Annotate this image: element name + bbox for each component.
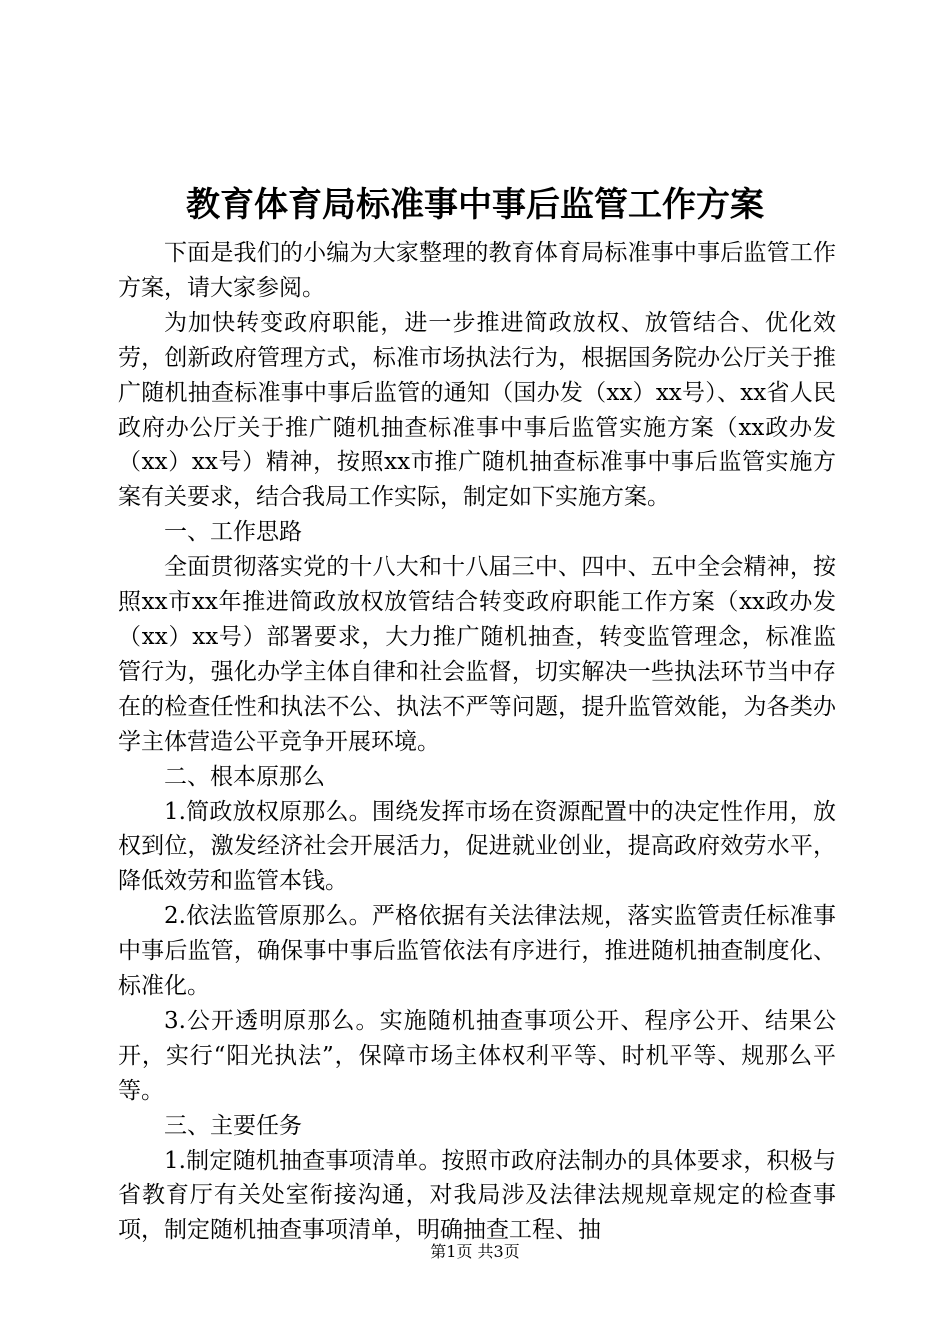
section-heading-work-idea: 一、工作思路	[164, 519, 302, 546]
paragraph-principle-1: 1.简政放权原那么。围绕发挥市场在资源配置中的决定性作用，放权到位，激发经济社会开展活力，促进就业创业，提高政府效劳水平，降低效劳和监管本钱。	[118, 798, 836, 895]
section-heading-principles: 二、根本原那么	[164, 763, 325, 790]
document-body	[118, 236, 836, 1248]
paragraph-task-1: 1.制定随机抽查事项清单。按照市政府法制办的具体要求，积极与省教育厅有关处室衔接沟通，对我局涉及法律法规规章规定的检查事项，制定随机抽查事项清单，明确抽查工程、抽	[118, 1147, 836, 1244]
document-title: 教育体育局标准事中事后监管工作方案	[186, 185, 764, 225]
page-footer: 第1页 共3页	[430, 1242, 520, 1261]
paragraph-principle-3: 3.公开透明原那么。实施随机抽查事项公开、程序公开、结果公开，实行“阳光执法”，保障市场主体权利平等、时机平等、规那么平等。	[118, 1007, 836, 1104]
section-heading-main-tasks: 三、主要任务	[164, 1112, 302, 1139]
paragraph-purpose: 为加快转变政府职能，进一步推进简政放权、放管结合、优化效劳，创新政府管理方式，标准市场执法行为，根据国务院办公厅关于推广随机抽查标准事中事后监管的通知（国办发（xx）xx号）、xx省人民政府办公厅关于推广随机抽查标准事中事后监管实施方案（xx政办发（xx）xx号）精神，按照xx市推广随机抽查标准事中事后监管实施方案有关要求，结合我局工作实际，制定如下实施方案。	[118, 309, 836, 511]
paragraph-work-idea: 全面贯彻落实党的十八大和十八届三中、四中、五中全会精神，按照xx市xx年推进简政放权放管结合转变政府职能工作方案（xx政办发（xx）xx号）部署要求，大力推广随机抽查，转变监管理念，标准监管行为，强化办学主体自律和社会监督，切实解决一些执法环节当中存在的检查任性和执法不公、执法不严等问题，提升监管效能，为各类办学主体营造公平竞争开展环境。	[118, 554, 836, 755]
paragraph-intro: 下面是我们的小编为大家整理的教育体育局标准事中事后监管工作方案，请大家参阅。	[118, 240, 836, 301]
paragraph-principle-2: 2.依法监管原那么。严格依据有关法律法规，落实监管责任标准事中事后监管，确保事中事后监管依法有序进行，推进随机抽查制度化、标准化。	[118, 903, 836, 1000]
